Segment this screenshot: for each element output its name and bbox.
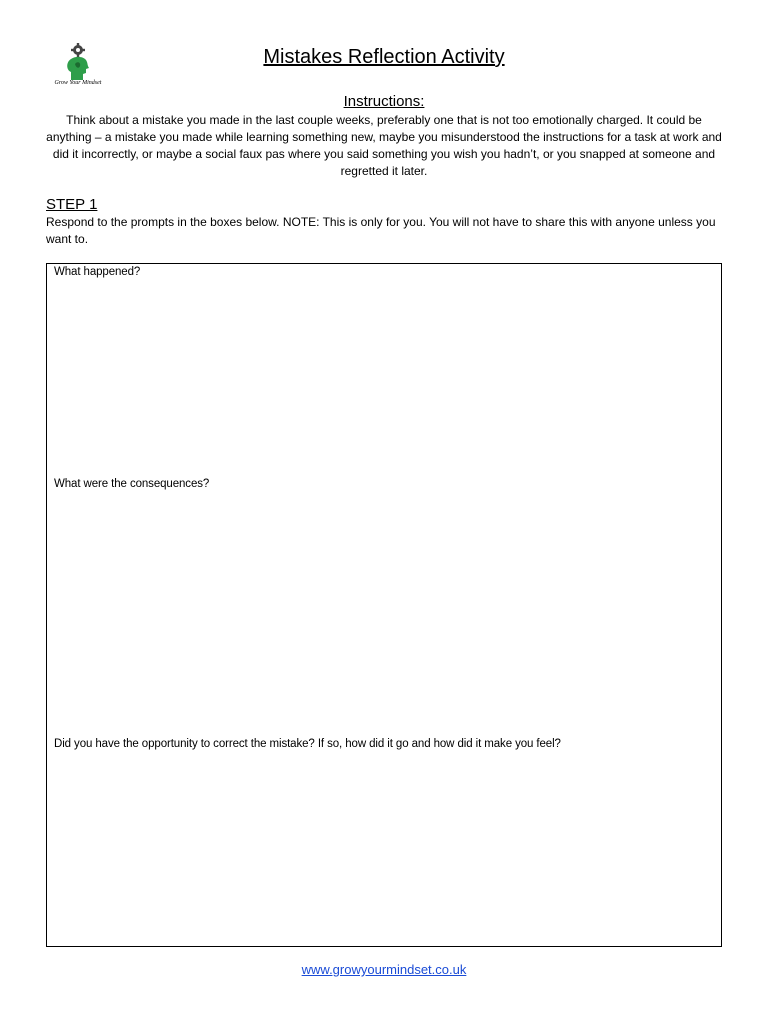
prompt-what-happened: What happened? [54,266,141,278]
step1-body: Respond to the prompts in the boxes below. NOTE: This is only for you. You will not have to share this with anyone unless you want to. [46,215,716,246]
website-link[interactable]: www.growyourmindset.co.uk [301,962,467,977]
prompt-consequences: What were the consequences? [54,478,210,490]
logo-caption: Grow Your Mindset [54,80,102,86]
instructions-body: Think about a mistake you made in the last couple weeks, preferably one that is not too emotionally charged. It could be anything – a mistake you made while learning something new, maybe you misunderstood the instructions for a task at work and did it incorrectly, or maybe a social faux pas where you said something you wish you hadn’t, or you snapped at someone and regretted it later. [46,113,722,178]
response-box[interactable] [46,263,722,947]
step1-heading: STEP 1 [46,196,98,213]
footer [0,962,768,977]
prompt-correct-mistake: Did you have the opportunity to correct the mistake? If so, how did it go and how did it make you feel? [54,738,561,750]
instructions-heading: Instructions: [343,93,425,110]
page-title: Mistakes Reflection Activity [263,46,505,68]
